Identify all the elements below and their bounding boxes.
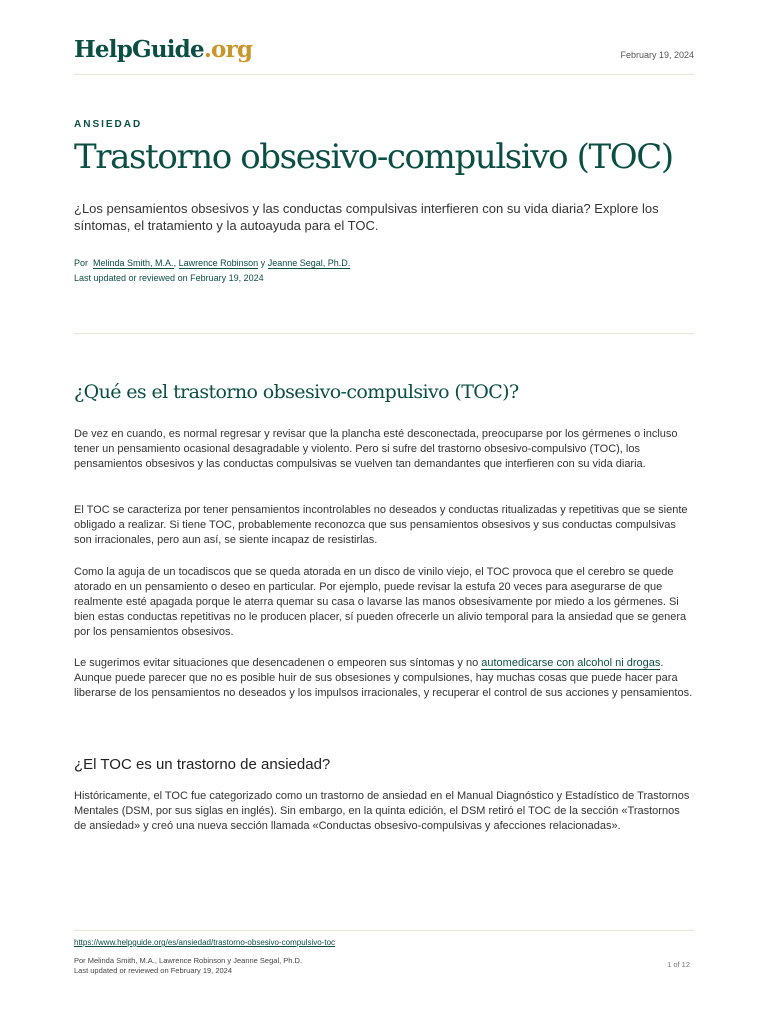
section-heading-que-es: ¿Qué es el trastorno obsesivo-compulsivo (TOC)? — [74, 381, 519, 403]
footer-url-link[interactable]: https://www.helpguide.org/es/ansiedad/trastorno-obsesivo-compulsivo-toc — [74, 938, 336, 947]
footer-divider — [74, 930, 694, 931]
paragraph-3: Como la aguja de un tocadiscos que se queda atorada en un disco de vinilo viejo, el TOC provoca que el cerebro se quede atorado en un pensamiento o deseo en particular. Por ejemplo, puede revisar la estufa 20 veces para asegurarse de que realmente esté apagada porque le aterra quemar su casa o lavarse las manos obsesivamente por miedo a los gérmenes. Si bien estas conductas repetitivas no le producen placer, sí pueden ofrecerle un alivio temporal para la ansiedad que se genera por los pensamientos obsesivos. — [74, 566, 687, 638]
paragraph-2: El TOC se caracteriza por tener pensamientos incontrolables no deseados y conductas ritualizadas y repetitivas que se siente obligado a realizar. Si tiene TOC, probablemente reconozca que sus pensamientos obsesivos y sus conductas compulsivas son irracionales, pero aun así, se siente incapaz de resistirlas. — [74, 504, 688, 546]
logo-main: HelpGuide — [74, 36, 204, 63]
article-byline — [74, 256, 350, 271]
article-category[interactable]: ANSIEDAD — [74, 119, 143, 130]
section-divider — [74, 333, 694, 334]
header-date: February 19, 2024 — [620, 50, 694, 60]
section-heading-ansiedad: ¿El TOC es un trastorno de ansiedad? — [74, 756, 331, 773]
self-medication-link[interactable]: automedicarse con alcohol ni drogas — [481, 657, 661, 669]
byline-prefix: Por — [74, 258, 89, 268]
page-number: 1 of 12 — [667, 960, 690, 969]
footer-authors: Por Melinda Smith, M.A., Lawrence Robinson y Jeanne Segal, Ph.D. — [74, 956, 303, 965]
author-separator-and: y — [260, 258, 266, 268]
author-separator: , — [173, 258, 177, 268]
author-link-melinda-smith[interactable]: Melinda Smith, M.A. — [93, 258, 174, 268]
paragraph-4 — [74, 656, 694, 701]
paragraph-4-text-end: . Aunque puede parecer que no es posible huir de sus obsesiones y compulsiones, hay muchas cosas que puede hacer para liberarse de los pensamientos no deseados y los impulsos irracionales, y recuperar el control de sus acciones y pensamientos. — [74, 657, 693, 699]
logo-tld: .org — [203, 36, 253, 63]
paragraph-4-text-start: Le sugerimos evitar situaciones que desencadenen o empeoren sus síntomas y no — [74, 657, 482, 669]
paragraph-1: De vez en cuando, es normal regresar y revisar que la plancha esté desconectada, preocuparse por los gérmenes o incluso tener un pensamiento ocasional desagradable y violento. Pero si sufre del trastorno obsesivo-compulsivo (TOC), los pensamientos obsesivos y las conductas compulsivas se vuelven tan demandantes que interfieren con su vida diaria. — [74, 428, 678, 470]
article-updated: Last updated or reviewed on February 19, 2024 — [74, 273, 264, 283]
footer-updated: Last updated or reviewed on February 19, 2024 — [74, 966, 233, 975]
page-title: Trastorno obsesivo-compulsivo (TOC) — [74, 137, 673, 177]
article-intro: ¿Los pensamientos obsesivos y las conductas compulsivas interfieren con su vida diaria? Explore los síntomas, el tratamiento y la autoayuda para el TOC. — [74, 201, 659, 233]
helpguide-logo[interactable] — [74, 36, 252, 63]
paragraph-5: Históricamente, el TOC fue categorizado como un trastorno de ansiedad en el Manual Diagnóstico y Estadístico de Trastornos Mentales (DSM, por sus siglas en inglés). Sin embargo, en la quinta edición, el DSM retiró el TOC de la sección «Trastornos de ansiedad» y creó una nueva sección llamada «Conductas obsesivo-compulsivas y afecciones relacionadas». — [74, 790, 690, 832]
footer-byline — [74, 956, 302, 976]
author-link-jeanne-segal[interactable]: Jeanne Segal, Ph.D. — [267, 258, 351, 268]
author-link-lawrence-robinson[interactable]: Lawrence Robinson — [178, 258, 259, 268]
page-header — [74, 34, 694, 75]
